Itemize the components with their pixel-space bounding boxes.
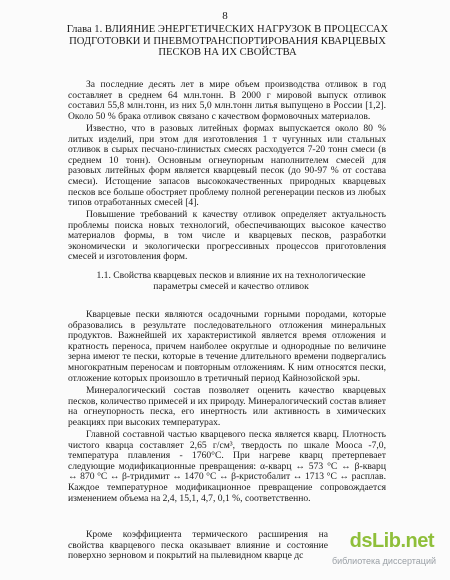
- paragraph-2: [68, 124, 386, 209]
- paragraph-1: [68, 80, 386, 122]
- watermark-logo[interactable]: dsLib.net: [349, 530, 434, 552]
- chapter-heading: Глава 1. ВЛИЯНИЕ ЭНЕРГЕТИЧЕСКИХ НАГРУЗОК В ПРОЦЕССАХ ПОДГОТОВКИ И ПНЕВМОТРАНСПОРТИРОВАНИЯ КВАРЦЕВЫХ ПЕСКОВ НА ИХ СВОЙСТВА: [66, 24, 389, 59]
- paragraph-6: [68, 430, 386, 504]
- paragraph-7: [68, 530, 328, 562]
- paragraph-3: [68, 210, 386, 263]
- paragraph-5-text: Минералогический состав позволяет оценить качество кварцевых песков, количество примесей и их природу. Минералогический состав влияет на огнеупорность песка, его инертность или активность в химических реакциях при высоких температурах.: [68, 385, 386, 428]
- paragraph-3-text: Повышение требований к качеству отливок определяет актуальность проблемы поиска новых технологий, обеспечивающих высокое качество материалов формы, в том числе и кварцевых песков, разработки экономически и экологически прогрессивных процессов приготовления смесей и изготовления форм.: [68, 209, 386, 263]
- paragraph-4-text: Кварцевые пески являются осадочными горными породами, которые образовались в результате последовательного отложения минеральных продуктов. Важнейшей их характеристикой является время отложения и кратность переноса, причем наиболее округлые и однородные по величине зерна имеют те пески, которые в течение длительного времени подвергались многократным переносам и повторным отложениям. К ним относятся пески, отложение которых произошло в третичный период Кайнозойской эры.: [68, 309, 386, 384]
- paragraph-2-text: Известно, что в разовых литейных формах выпускается около 80 % литых изделий, при этом для изготовления 1 т чугунных или стальных отливок в сырых песчано-глинистых смесях расходуется 7-20 тонн смеси (в среднем 10 тонн). Основным огнеупорным наполнителем смесей для разовых литейных форм является кварцевый песок (до 90-97 % от состава смеси). Истощение запасов высококачественных природных кварцевых песков все больше обостряет проблему полной регенерации песков из любых типов отработанных смесей [4].: [68, 123, 386, 209]
- paragraph-6-text: Главной составной частью кварцевого песка является кварц. Плотность чистого кварца составляет 2,65 г/см³, твердость по шкале Мооса -7,0, температура плавления - 1760°С. При нагреве кварц претерпевает следующие модификационные превращения: α-кварц ↔ 573 °С ↔ β-кварц ↔ 870 °С ↔ β-тридимит ↔ 1470 °С ↔ β-кристобалит ↔ 1713 °С ↔ расплав. Каждое температурное модификационное превращение сопровождается изменением объема на 2,4, 15,1, 4,7, 0,1 %, соответственно.: [68, 429, 386, 504]
- watermark[interactable]: [302, 530, 442, 574]
- paragraph-4: [68, 310, 386, 384]
- watermark-subtitle: библиотека диссертаций: [331, 556, 436, 566]
- paragraph-5: [68, 386, 386, 428]
- section-heading: 1.1. Свойства кварцевых песков и влияние их на технологические параметры смесей и качество отливок: [96, 270, 366, 292]
- paragraph-7-text: Кроме коэффициента термического расширения на свойства кварцевого песка оказывает влияние и состояние поверхно зерновом и покрытий на пылевидном кварце дс: [68, 529, 328, 562]
- page-number: 8: [222, 10, 228, 22]
- paragraph-1-text: За последние десять лет в мире объем производства отливок в год составляет в среднем 64 млн.тонн. В 2000 г мировой выпуск отливок составил 55,8 млн.тонн, из них 5,0 млн.тонн литья выпущено в России [1,2]. Около 50 % брака отливок связано с качеством формовочных материалов.: [68, 79, 386, 122]
